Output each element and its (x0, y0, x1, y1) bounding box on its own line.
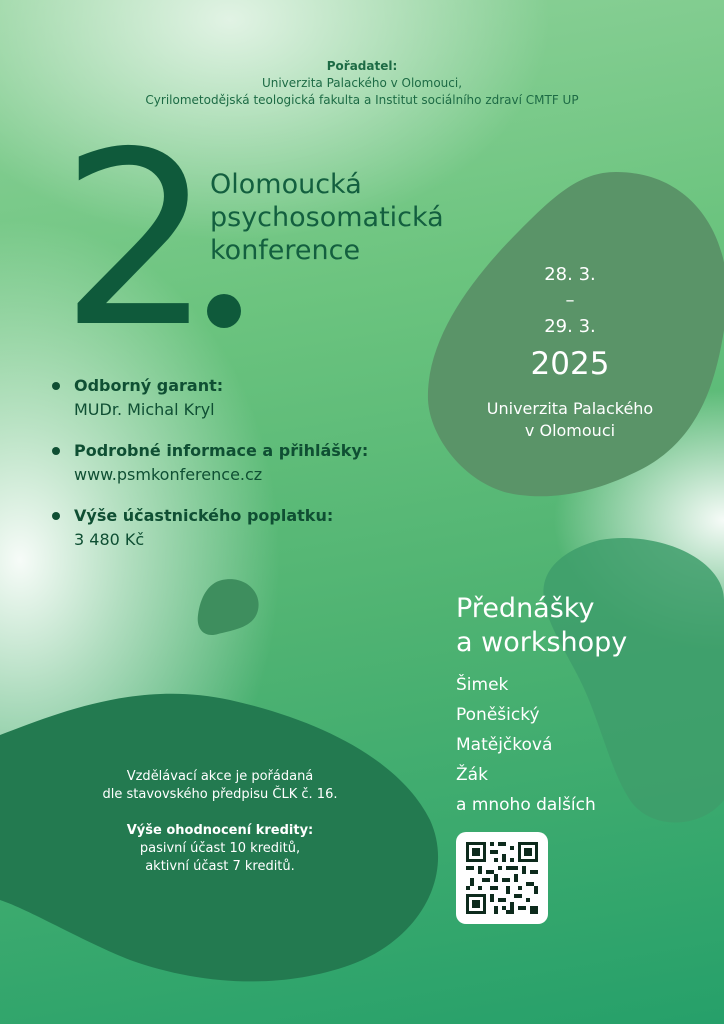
speaker-name: Šimek (456, 675, 509, 695)
info-label: Odborný garant: (74, 376, 224, 395)
speaker-name: Matějčková (456, 735, 553, 755)
organizer-line-2: Cyrilometodějská teologická fakulta a Institut sociálního zdraví CMTF UP (145, 93, 579, 107)
small-blob (198, 579, 259, 635)
date-dash: – (565, 290, 575, 311)
date-end: 29. 3. (544, 316, 596, 337)
edition-dot (207, 294, 241, 328)
info-label: Výše účastnického poplatku: (74, 506, 334, 525)
website-link[interactable]: www.psmkonference.cz (74, 465, 263, 484)
credits-passive: pasivní účast 10 kreditů, (139, 841, 301, 856)
qr-code[interactable] (456, 832, 548, 924)
credits-active: aktivní účast 7 kreditů. (145, 859, 295, 874)
qr-code-icon (456, 832, 548, 924)
title-line-1: Olomoucká (210, 169, 362, 200)
bullet-icon (52, 447, 60, 455)
organizer-heading: Pořadatel: (326, 59, 398, 73)
conference-title (210, 168, 444, 267)
credits-heading: Výše ohodnocení kredity: (126, 823, 314, 838)
speaker-list (456, 670, 627, 820)
lectures-title-line-1: Přednášky (456, 593, 595, 624)
speaker-name: a mnoho dalších (456, 795, 596, 815)
speaker-name: Žák (456, 765, 488, 785)
bullet-icon (52, 382, 60, 390)
title-line-3: konference (210, 235, 361, 266)
date-start: 28. 3. (544, 264, 596, 285)
lectures-title-line-2: a workshopy (456, 627, 628, 658)
organizer-line-1: Univerzita Palackého v Olomouci, (261, 76, 463, 90)
info-item-fee (52, 504, 368, 552)
info-list (52, 374, 368, 569)
lectures-block (456, 592, 627, 820)
info-label: Podrobné informace a přihlášky: (74, 441, 369, 460)
date-block (470, 262, 670, 442)
info-item-website (52, 439, 368, 487)
venue-line-1: Univerzita Palackého (486, 399, 654, 418)
edition-number: 2 (60, 100, 207, 380)
date-year: 2025 (530, 346, 610, 382)
info-value: 3 480 Kč (74, 530, 145, 549)
credits-block (70, 768, 370, 876)
info-value: MUDr. Michal Kryl (74, 400, 215, 419)
info-item-guarantor (52, 374, 368, 422)
title-line-2: psychosomatická (210, 202, 444, 233)
speaker-name: Poněšický (456, 705, 540, 725)
credits-line-2: dle stavovského předpisu ČLK č. 16. (102, 787, 338, 802)
credits-line-1: Vzdělávací akce je pořádaná (126, 769, 314, 784)
bullet-icon (52, 512, 60, 520)
venue-line-2: v Olomouci (524, 421, 616, 440)
